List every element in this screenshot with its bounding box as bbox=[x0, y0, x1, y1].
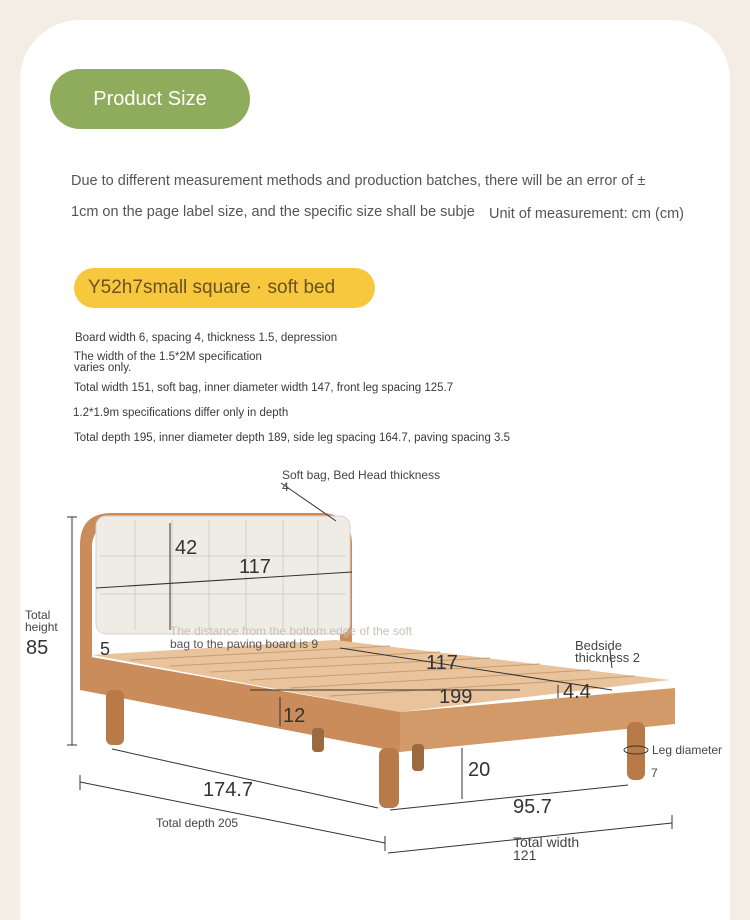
gap-value: 5 bbox=[100, 639, 111, 659]
spec-depth-note: 1.2*1.9m specifications differ only in depth bbox=[73, 407, 289, 419]
spec-width-note-a: The width of the 1.5*2M specification bbox=[74, 351, 262, 363]
front-leg-spacing-value: 95.7 bbox=[513, 796, 552, 818]
rail-height-value: 12 bbox=[283, 705, 306, 727]
softbag-value: 4 bbox=[282, 480, 289, 494]
leg-middle bbox=[412, 744, 424, 771]
leg-back-right bbox=[312, 728, 324, 752]
headboard-height-value: 42 bbox=[175, 537, 198, 559]
total-height-label-a: Total bbox=[25, 608, 51, 622]
spec-total-width: Total width 151, soft bag, inner diameter width 147, front leg spacing 125.7 bbox=[74, 382, 454, 394]
bedside-label-b: thickness 2 bbox=[575, 650, 641, 665]
spec-total-depth: Total depth 195, inner diameter depth 189, side leg spacing 164.7, paving spacing 3.5 bbox=[74, 432, 511, 444]
inner-depth-value: 199 bbox=[439, 686, 473, 708]
softbag-label: Soft bag, Bed Head thickness bbox=[282, 468, 441, 482]
note-line-1: Due to different measurement methods and production batches, there will be an error of ± bbox=[71, 173, 646, 189]
headboard-width-value: 117 bbox=[239, 556, 271, 578]
leg-front-left bbox=[379, 748, 399, 808]
side-leg-spacing-value: 174.7 bbox=[203, 779, 254, 801]
total-depth-label: Total depth 205 bbox=[156, 816, 239, 830]
model-badge: Y52h7small square · soft bed bbox=[74, 268, 375, 308]
unit-note: Unit of measurement: cm (cm) bbox=[489, 206, 684, 222]
leg-height-value: 20 bbox=[468, 759, 491, 781]
section-title-badge: Product Size bbox=[50, 69, 250, 129]
note-line-2: 1cm on the page label size, and the specific size shall be subje bbox=[71, 204, 475, 220]
gap-note-b: bag to the paving board is 9 bbox=[170, 637, 319, 651]
total-width-label: Total width bbox=[513, 834, 580, 850]
leg-diameter-value: 7 bbox=[651, 766, 658, 780]
leg-diameter-label: Leg diameter bbox=[652, 743, 723, 757]
gap-note-a: The distance from the bottom edge of the soft bbox=[170, 624, 413, 638]
spec-width-note-b: varies only. bbox=[74, 362, 132, 374]
leg-front-right bbox=[627, 722, 645, 780]
inner-width-value: 117 bbox=[426, 652, 458, 674]
bedside-label-a: Bedside bbox=[575, 638, 622, 653]
spec-board: Board width 6, spacing 4, thickness 1.5, depression bbox=[75, 332, 338, 344]
total-height-value: 85 bbox=[26, 637, 49, 659]
total-height-label-b: height bbox=[25, 620, 58, 634]
leg-back-left bbox=[106, 690, 124, 745]
rail-depth-value: 4.4 bbox=[563, 681, 591, 703]
total-width-value: 121 bbox=[513, 847, 537, 863]
